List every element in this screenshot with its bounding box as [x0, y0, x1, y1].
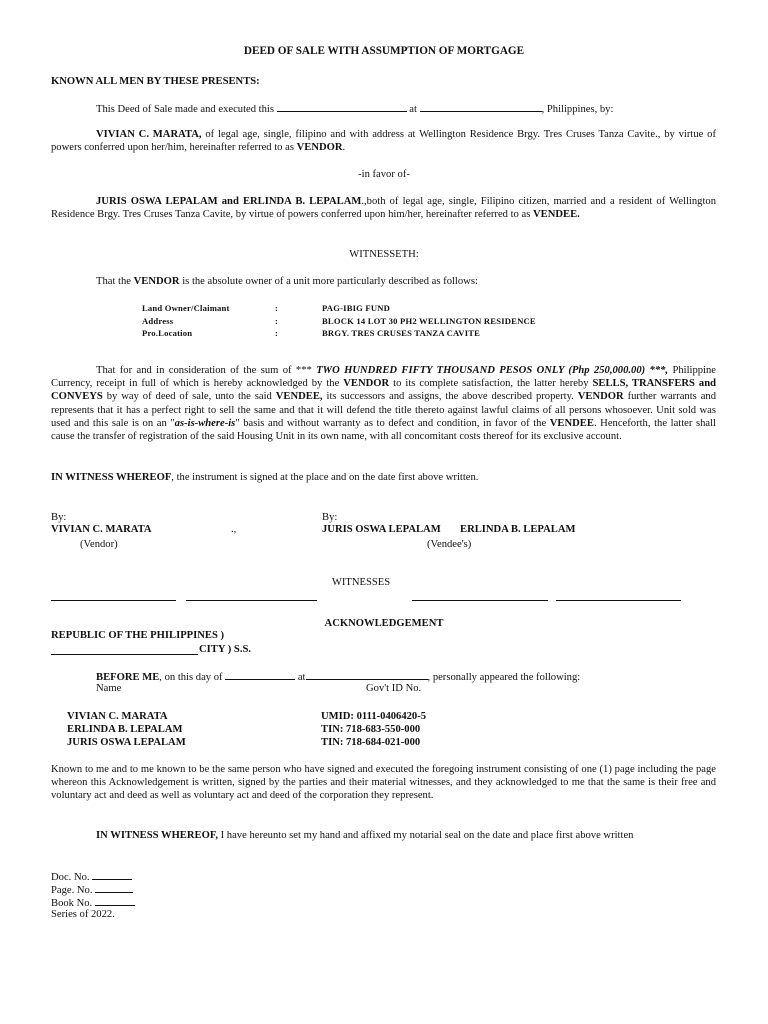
vendee-role-label: (Vendee's)	[427, 539, 472, 550]
property-label: Pro.Location	[142, 328, 193, 338]
before-me-bold: BEFORE ME	[96, 672, 160, 683]
intro-text-2: at	[409, 104, 417, 115]
property-label: Address	[142, 316, 174, 326]
property-label: Land Owner/Claimant	[142, 303, 230, 313]
vendor-signatory: VIVIAN C. MARATA	[51, 524, 152, 535]
vendor-ref: VENDOR	[343, 378, 390, 390]
witnesseth-heading: WITNESSETH:	[349, 249, 419, 260]
intro-text-3: , Philippines, by:	[541, 104, 614, 115]
vendee-desc: .,both of legal age, single, Filipino citizen, married and a resident of Wellington Residence Brgy. Tres Cruses Tanza Cavite, by virtue of powers conferred upon him/her, hereinafter referred to as	[51, 196, 716, 221]
as-is-where-is: as-is-where-is	[174, 417, 236, 429]
column-name-header: Name	[96, 683, 122, 694]
before-me-text-2: at	[297, 672, 306, 683]
property-value: BLOCK 14 LOT 30 PH2 WELLINGTON RESIDENCE	[322, 316, 536, 326]
witnesses-heading: WITNESSES	[331, 577, 391, 588]
before-me-text-3: , personally appeared the following:	[427, 672, 581, 683]
consideration-text: to its complete satisfaction, the latter hereby	[389, 378, 593, 390]
by-right: By:	[322, 512, 338, 523]
book-no-label: Book No.	[51, 898, 93, 909]
person-id: TIN: 718-683-550-000	[321, 724, 421, 735]
vendee-paragraph	[51, 195, 716, 221]
consideration-pre: That for and in consideration of the sum of ***	[96, 365, 317, 376]
person-id: UMID: 0111-0406420-5	[321, 711, 427, 722]
vendee-ref: VENDEE	[549, 417, 594, 429]
consideration-text: Philippine Currency, receipt in full of which is hereby acknowledged by the	[51, 365, 716, 390]
vendor-ref: VENDOR	[577, 391, 624, 403]
page-no-blank	[95, 882, 133, 893]
property-value: BRGY. TRES CRUSES TANZA CAVITE	[322, 328, 481, 338]
day-blank	[225, 669, 295, 680]
known-to-me-paragraph: Known to me and to me known to be the same person who have signed and executed the foregoing instrument consisting of one (1) page including the page whereon this Acknowledgement is written, signed by the parties and their material witnesses, and they acknowledged to me that the same is their free and voluntary act and deed as well as voluntary act and deed of the corporation they represent.	[51, 764, 716, 802]
page-title: DEED OF SALE WITH ASSUMPTION OF MORTGAGE	[243, 45, 525, 57]
before-me-text-1: , on this day of	[159, 672, 223, 683]
person-name: JURIS OSWA LEPALAM	[67, 737, 186, 748]
book-no-blank	[95, 895, 135, 906]
vendee-ref: VENDEE,	[275, 391, 323, 403]
city-ss: CITY ) S.S.	[199, 644, 252, 655]
vendee-names: JURIS OSWA LEPALAM and ERLINDA B. LEPALAM	[96, 196, 362, 207]
person-name: VIVIAN C. MARATA	[67, 711, 168, 722]
place-blank-2	[306, 669, 428, 680]
witness-whereof-2	[51, 829, 716, 842]
vendee-role: VENDEE.	[532, 209, 580, 221]
place-blank	[420, 101, 542, 112]
witness-whereof-2-bold: IN WITNESS WHEREOF,	[96, 830, 218, 841]
consideration-text: by way of deed of sale, unto the said	[102, 391, 276, 403]
vendor-desc: of legal age, single, filipino and with address at Wellington Residence Brgy. Tres Cruses Tanza Cavite., by virtue of powers conferred upon her/him, hereinafter referred to as	[51, 129, 716, 154]
witness-whereof-text: , the instrument is signed at the place and on the date first above written.	[171, 472, 479, 483]
intro-line	[96, 101, 613, 116]
witness-signature-line	[412, 600, 548, 601]
consideration-text: " basis and without warranty as to defect and condition, in favor of the	[235, 417, 550, 429]
owner-role: VENDOR	[133, 276, 180, 287]
person-name: ERLINDA B. LEPALAM	[67, 724, 183, 735]
city-blank	[51, 654, 198, 655]
property-sep: :	[275, 328, 279, 338]
witness-signature-line	[556, 600, 681, 601]
republic-line: REPUBLIC OF THE PHILIPPINES )	[51, 630, 225, 641]
consideration-text: its successors and assigns, the above described property.	[322, 391, 578, 403]
intro-text-1: This Deed of Sale made and executed this	[96, 104, 274, 115]
witness-signature-line	[186, 600, 317, 601]
in-favor-of: -in favor of-	[358, 169, 410, 180]
consideration-paragraph	[51, 364, 716, 443]
consideration-amount: TWO HUNDRED FIFTY THOUSAND PESOS ONLY (Php 250,000.00) ***,	[316, 365, 669, 376]
owner-pre: That the	[96, 276, 134, 287]
vendor-end: .	[342, 142, 346, 154]
acknowledgement-heading: ACKNOWLEDGEMENT	[324, 618, 444, 629]
page-no-label: Page. No.	[51, 885, 93, 896]
date-blank	[277, 101, 407, 112]
vendee-signatory-2: ERLINDA B. LEPALAM	[460, 524, 576, 535]
vendor-role: VENDOR	[296, 142, 343, 154]
consideration-text: . Henceforth, the latter shall cause the transfer of registration of the said Housing Unit in its own name, with all concomitant costs thereof for its exclusive account.	[51, 417, 716, 443]
vendee-signatory-1: JURIS OSWA LEPALAM	[322, 524, 441, 535]
property-sep: :	[275, 316, 279, 326]
vendor-name: VIVIAN C. MARATA,	[96, 129, 202, 140]
by-left: By:	[51, 512, 67, 523]
sale-verbs: SELLS, TRANSFERS and CONVEYS	[51, 378, 716, 403]
doc-no-label: Doc. No.	[51, 872, 90, 883]
witness-whereof-2-text: I have hereunto set my hand and affixed my notarial seal on the date and place first above written	[217, 830, 634, 841]
property-value: PAG-IBIG FUND	[322, 303, 391, 313]
column-id-header: Gov't ID No.	[366, 683, 422, 694]
witness-whereof-bold: IN WITNESS WHEREOF	[51, 472, 172, 483]
vendor-comma: .,	[231, 524, 237, 535]
vendor-paragraph	[51, 128, 716, 154]
owner-paragraph	[96, 275, 478, 288]
known-all-heading: KNOWN ALL MEN BY THESE PRESENTS:	[51, 76, 260, 87]
series-line: Series of 2022.	[51, 909, 115, 920]
doc-no-blank	[92, 869, 132, 880]
vendor-role-label: (Vendor)	[80, 539, 118, 550]
witness-signature-line	[51, 600, 176, 601]
owner-post: is the absolute owner of a unit more particularly described as follows:	[179, 276, 478, 287]
consideration-text: further warrants and represents that it has a perfect right to sell the same and that it will defend the title thereto against lawful claims of all persons whosoever. Unit sold was used and this sale is on an "	[51, 391, 716, 429]
witness-whereof-1	[51, 471, 478, 484]
before-me-line	[96, 669, 580, 684]
property-sep: :	[275, 303, 279, 313]
person-id: TIN: 718-684-021-000	[321, 737, 421, 748]
